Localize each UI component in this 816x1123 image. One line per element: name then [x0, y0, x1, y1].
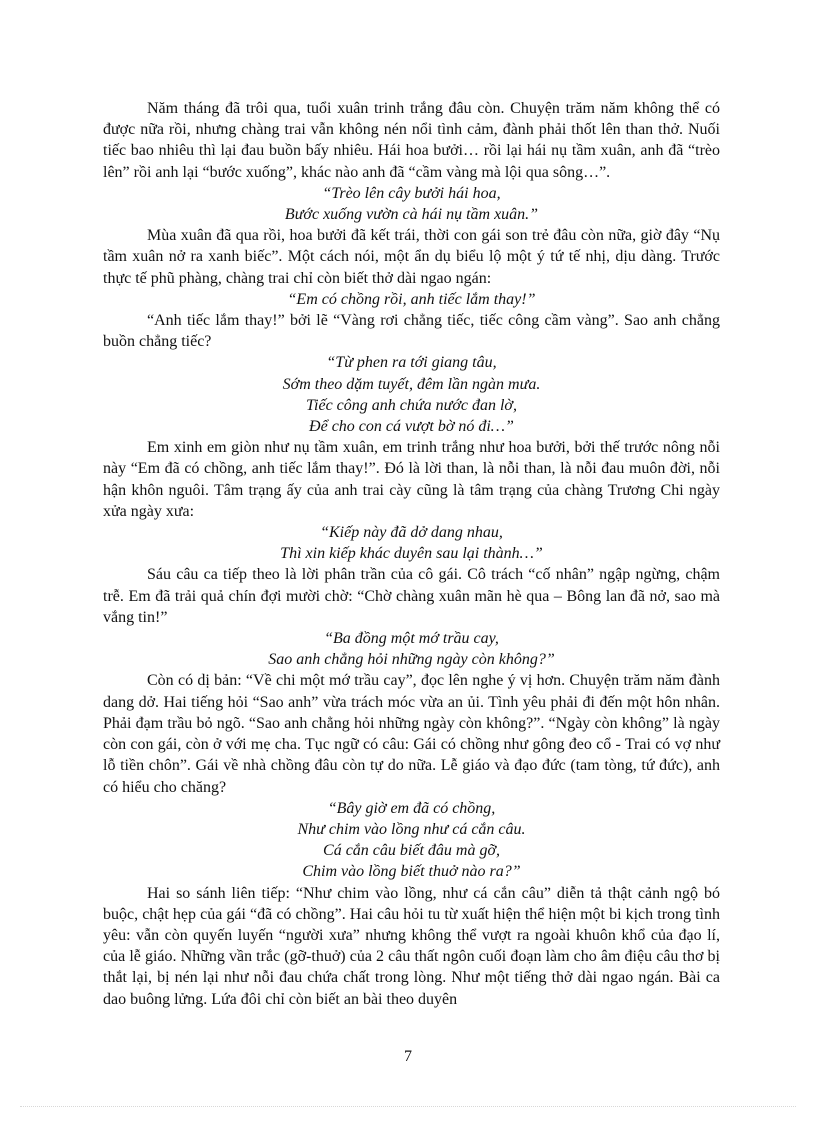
verse-line: “Bây giờ em đã có chồng,: [327, 799, 496, 817]
verse-line: Để cho con cá vượt bờ nó đi…”: [309, 418, 514, 436]
verse-line: Cá cắn câu biết đâu mà gỡ,: [323, 842, 500, 860]
verse-line: Chim vào lồng biết thuở nào ra?”: [302, 863, 521, 881]
verse-line: “Trèo lên cây bưởi hái hoa,: [322, 184, 501, 202]
verse-line: “Kiếp này đã dở dang nhau,: [320, 524, 503, 542]
page-bottom-edge: [20, 1106, 796, 1107]
verse-line: Thì xin kiếp khác duyên sau lại thành…”: [280, 545, 543, 563]
verse-stanza: [103, 352, 720, 437]
body-paragraph: Năm tháng đã trôi qua, tuổi xuân trinh trắng đâu còn. Chuyện trăm năm không thể có được nữa rồi, nhưng chàng trai vẫn không nén nổi tình cảm, đành phải thốt lên than thở. Nuối tiếc bao nhiêu thì lại đau buồn bấy nhiêu. Hái hoa bưởi… rồi lại hái nụ tầm xuân, anh đã “trèo lên” rồi anh lại “bước xuống”, khác nào anh đã “cầm vàng mà lội qua sông…”.: [103, 100, 720, 181]
verse-line: Sao anh chẳng hỏi những ngày còn không?”: [268, 651, 555, 669]
verse-line: Như chim vào lồng như cá cắn câu.: [297, 820, 526, 838]
verse-line: Sớm theo dặm tuyết, đêm lần ngàn mưa.: [282, 375, 541, 393]
verse-line: “Từ phen ra tới giang tâu,: [326, 354, 497, 372]
verse-line: “Em có chồng rồi, anh tiếc lắm thay!”: [287, 290, 536, 308]
verse-line: Tiếc công anh chứa nước đan lờ,: [306, 396, 517, 414]
body-paragraph: “Anh tiếc lắm thay!” bởi lẽ “Vàng rơi chẳng tiếc, tiếc công cầm vàng”. Sao anh chẳng buồn chẳng tiếc?: [103, 312, 720, 351]
body-paragraph: Sáu câu ca tiếp theo là lời phân trần của cô gái. Cô trách “cố nhân” ngập ngừng, chậm trễ. Em đã trải quả chín đợi mười chờ: “Chờ chàng xuân mãn hè qua – Bông lan đã nở, sao mà vắng tin!”: [103, 566, 720, 626]
verse-stanza: [103, 628, 720, 670]
page-number: 7: [404, 1048, 412, 1065]
verse-line: Bước xuống vườn cà hái nụ tầm xuân.”: [284, 206, 539, 224]
body-paragraph: Hai so sánh liên tiếp: “Như chim vào lồng, như cá cắn câu” diễn tả thật cảnh ngộ bó buộc, chật hẹp của gái “đã có chồng”. Hai câu hỏi tu từ xuất hiện thể hiện một bi kịch trong tình yêu: vẫn còn quyến luyến “người xưa” nhưng không thể vượt ra ngoài khuôn khổ của đạo lí, của lễ giáo. Những vần trắc (gỡ-thuở) của 2 câu thất ngôn cuối đoạn làm cho âm điệu câu thơ bị thắt lại, bị nén lại như nỗi đau chứa chất trong lòng. Như một tiếng thở dài ngao ngán. Bài ca dao buông lửng. Lứa đôi chỉ còn biết an bài theo duyên: [103, 884, 720, 1008]
verse-stanza: [103, 522, 720, 564]
body-paragraph: Em xinh em giòn như nụ tầm xuân, em trinh trắng như hoa bưởi, bởi thế trước nông nỗi này “Em đã có chồng, anh tiếc lắm thay!”. Đó là lời than, là nỗi than, là nỗi đau muôn đời, nỗi hận khôn nguôi. Tâm trạng ấy của anh trai cày cũng là tâm trạng của chàng Trương Chi ngày xửa ngày xưa:: [103, 439, 720, 520]
page-body: [103, 98, 720, 1010]
verse-stanza: [103, 289, 720, 310]
body-paragraph: Còn có dị bản: “Về chi một mớ trầu cay”, đọc lên nghe ý vị hơn. Chuyện trăm năm đành dang dở. Hai tiếng hỏi “Sao anh” vừa trách móc vừa an ủi. Tình yêu phải đi đến một hôn nhân. Phải đạm trầu bỏ ngõ. “Sao anh chẳng hỏi những ngày còn không?”. “Ngày còn không” là ngày còn con gái, còn ở với mẹ cha. Tục ngữ có câu: Gái có chồng như gông đeo cổ - Trai có vợ như lỗ tiền chôn”. Gái về nhà chồng đâu còn tự do nữa. Lễ giáo và đạo đức (tam tòng, tứ đức), anh có hiểu cho chăng?: [103, 672, 720, 796]
verse-line: “Ba đồng một mớ trầu cay,: [324, 630, 499, 648]
body-paragraph: Mùa xuân đã qua rồi, hoa bưởi đã kết trái, thời con gái son trẻ đâu còn nữa, giờ đây “Nụ tầm xuân nở ra xanh biếc”. Một cách nói, một ẩn dụ biểu lộ một ý tứ tế nhị, dịu dàng. Trước thực tế phũ phàng, chàng trai chỉ còn biết thở dài ngao ngán:: [103, 227, 720, 287]
verse-stanza: [103, 183, 720, 225]
verse-stanza: [103, 798, 720, 883]
